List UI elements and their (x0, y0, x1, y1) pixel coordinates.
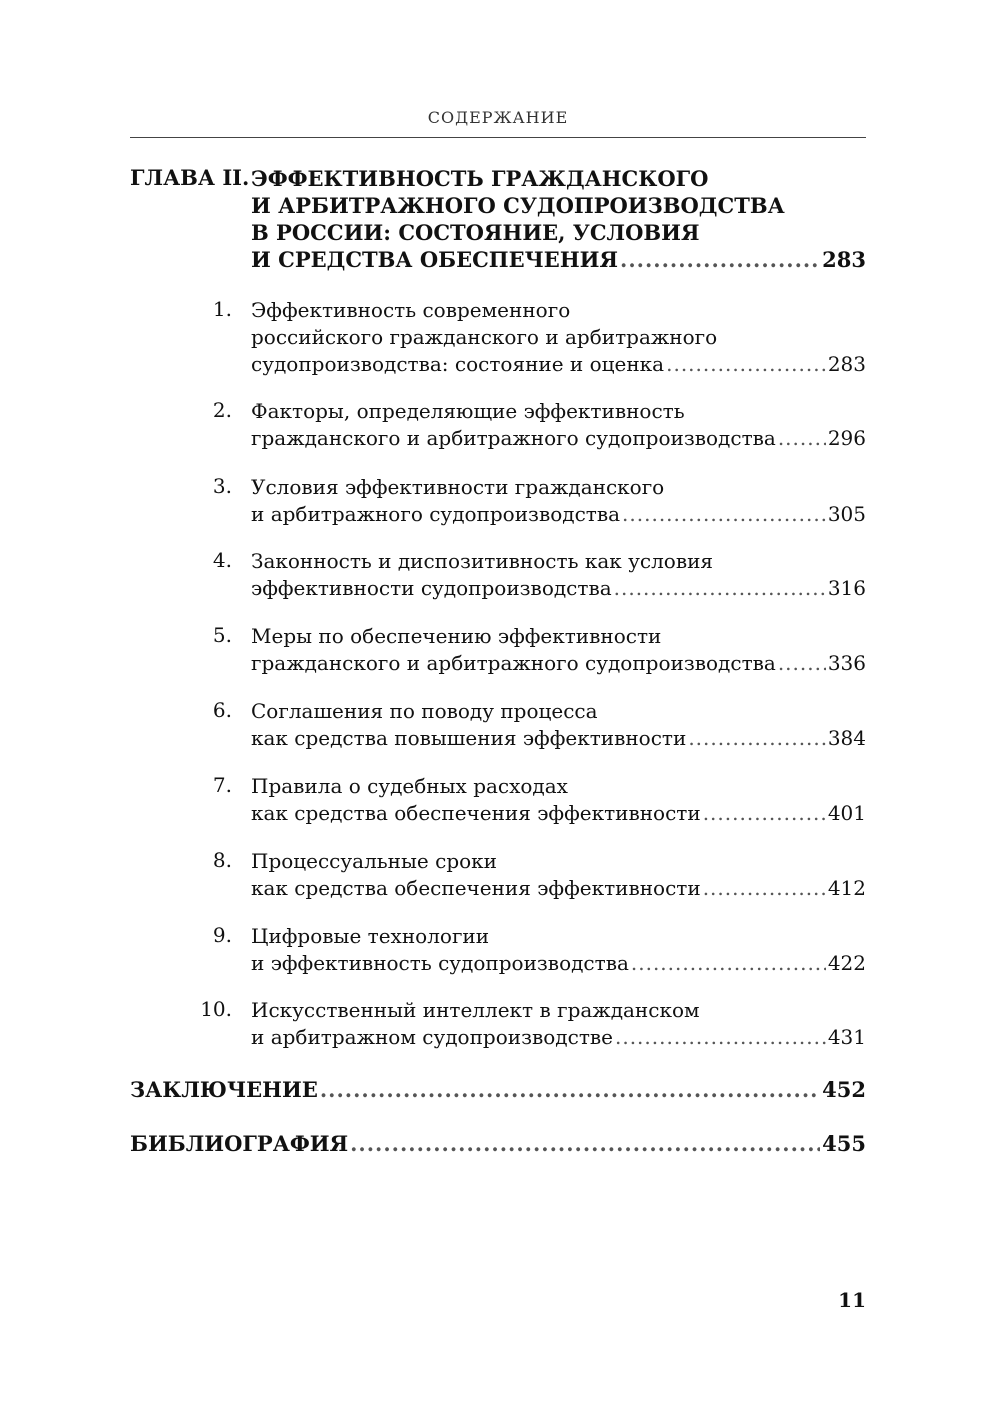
entry-title (251, 773, 866, 827)
dot-leader (703, 875, 826, 902)
header-rule (130, 137, 866, 138)
page-number: 336 (827, 651, 866, 675)
entry-title-line: как средства повышения эффективности (251, 726, 687, 750)
dot-leader (703, 800, 826, 827)
conclusion-title: ЗАКЛЮЧЕНИЕ (130, 1077, 318, 1102)
chapter-label: ГЛАВА II. (130, 165, 250, 190)
dot-leader (622, 501, 826, 528)
page-number: 455 (822, 1131, 866, 1156)
entry-title-line: гражданского и арбитражного судопроизводства (251, 651, 776, 675)
toc-bibliography[interactable] (130, 1130, 866, 1157)
page-folio: 11 (838, 1288, 866, 1312)
entry-number: 6. (212, 698, 232, 722)
entry-title (251, 623, 866, 677)
chapter-title-line: ЭФФЕКТИВНОСТЬ ГРАЖДАНСКОГО (251, 166, 709, 191)
chapter-title-line: В РОССИИ: СОСТОЯНИЕ, УСЛОВИЯ (251, 220, 700, 245)
entry-number: 5. (212, 623, 232, 647)
dot-leader (350, 1130, 820, 1157)
entry-title-line: Процессуальные сроки (251, 849, 497, 873)
page-number: 401 (827, 801, 866, 825)
chapter-title-line: И СРЕДСТВА ОБЕСПЕЧЕНИЯ (251, 247, 619, 272)
dot-leader (615, 1024, 826, 1051)
entry-title (251, 548, 866, 602)
entry-number: 3. (212, 474, 232, 498)
entry-number: 4. (212, 548, 232, 572)
entry-title-line: и эффективность судопроизводства (251, 951, 629, 975)
dot-leader (620, 246, 820, 273)
entry-title-line: гражданского и арбитражного судопроизводства (251, 426, 776, 450)
entry-title-line: как средства обеспечения эффективности (251, 801, 701, 825)
dot-leader (688, 725, 825, 752)
chapter-title (251, 165, 866, 273)
entry-title-line: и арбитражного судопроизводства (251, 502, 621, 526)
page-number: 412 (827, 876, 866, 900)
entry-title-line: Законность и диспозитивность как условия (251, 549, 714, 573)
entry-title-line: Цифровые технологии (251, 924, 490, 948)
entry-title (251, 923, 866, 977)
entry-title (251, 297, 866, 378)
page-number: 422 (827, 951, 866, 975)
entry-number: 8. (212, 848, 232, 872)
entry-title (251, 474, 866, 528)
entry-number: 2. (212, 398, 232, 422)
page-number: 431 (827, 1025, 866, 1049)
entry-title-line: и арбитражном судопроизводстве (251, 1025, 613, 1049)
page-number: 452 (822, 1077, 866, 1102)
entry-title (251, 398, 866, 452)
entry-number: 9. (212, 923, 232, 947)
entry-title-line: Эффективность современного (251, 298, 571, 322)
entry-title-line: как средства обеспечения эффективности (251, 876, 701, 900)
dot-leader (614, 575, 826, 602)
entry-title-line: Факторы, определяющие эффективность (251, 399, 685, 423)
dot-leader (778, 650, 826, 677)
dot-leader (778, 425, 826, 452)
entry-title-line: Соглашения по поводу процесса (251, 699, 598, 723)
dot-leader (666, 351, 826, 378)
entry-title-line: Условия эффективности гражданского (251, 475, 665, 499)
page-number: 305 (827, 502, 866, 526)
running-head: СОДЕРЖАНИЕ (427, 108, 569, 127)
entry-number: 7. (212, 773, 232, 797)
entry-title-line: российского гражданского и арбитражного (251, 325, 718, 349)
page-number: 283 (822, 247, 866, 272)
entry-number: 1. (212, 297, 232, 321)
entry-title-line: Искусственный интеллект в гражданском (251, 998, 700, 1022)
entry-title (251, 848, 866, 902)
entry-title-line: Правила о судебных расходах (251, 774, 568, 798)
dot-leader (320, 1076, 820, 1103)
entry-title-line: эффективности судопроизводства (251, 576, 612, 600)
chapter-title-line: И АРБИТРАЖНОГО СУДОПРОИЗВОДСТВА (251, 193, 785, 218)
entry-title-line: судопроизводства: состояние и оценка (251, 352, 665, 376)
page-number: 316 (827, 576, 866, 600)
bibliography-title: БИБЛИОГРАФИЯ (130, 1131, 349, 1156)
dot-leader (631, 950, 826, 977)
toc-conclusion[interactable] (130, 1076, 866, 1103)
entry-title-line: Меры по обеспечению эффективности (251, 624, 662, 648)
entry-number: 10. (200, 997, 232, 1021)
page-number: 384 (827, 726, 866, 750)
page-number: 283 (827, 352, 866, 376)
entry-title (251, 997, 866, 1051)
page-number: 296 (827, 426, 866, 450)
entry-title (251, 698, 866, 752)
